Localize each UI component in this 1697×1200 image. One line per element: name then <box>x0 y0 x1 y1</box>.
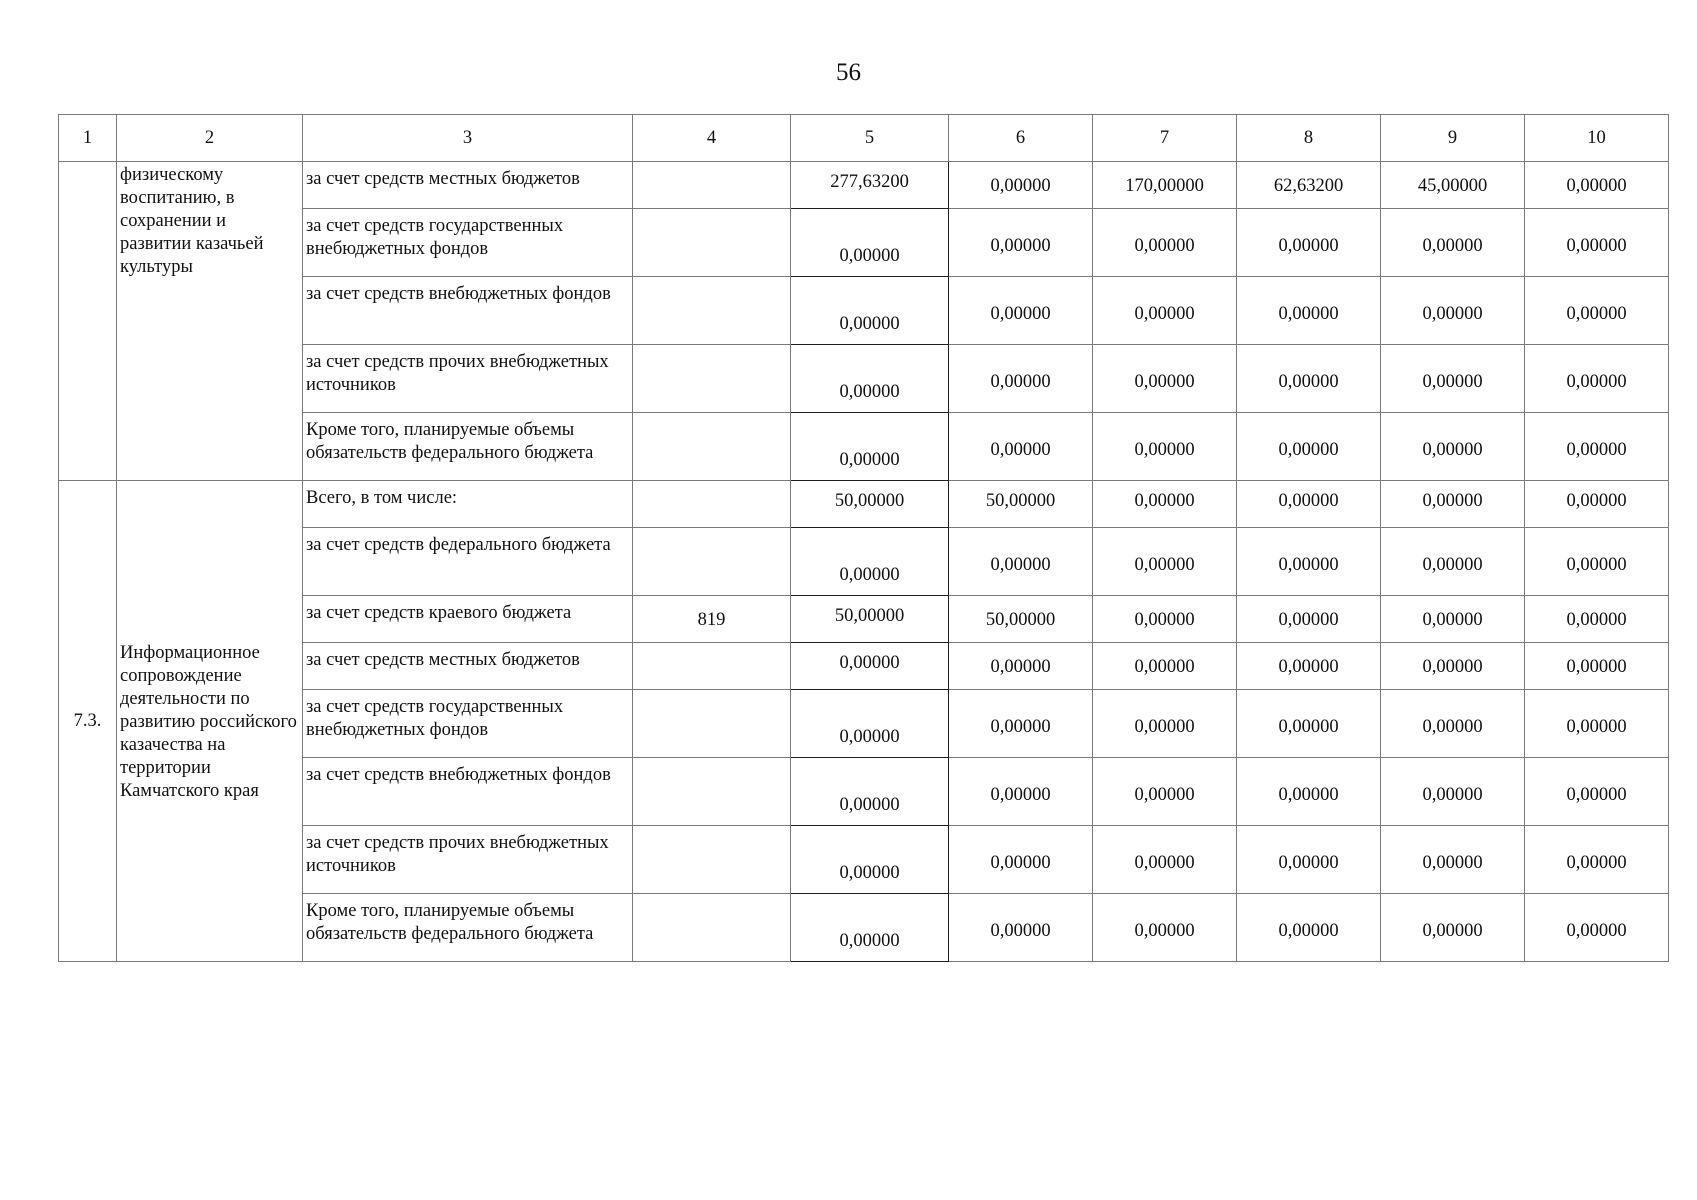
value-v6: 0,00000 <box>949 209 1093 277</box>
value-total: 0,00000 <box>791 277 949 345</box>
value-total: 50,00000 <box>791 481 949 528</box>
value-v6: 0,00000 <box>949 277 1093 345</box>
header-cell: 5 <box>791 115 949 162</box>
funding-source: за счет средств краевого бюджета <box>303 596 633 643</box>
page-number: 56 <box>836 59 861 86</box>
value-v8: 0,00000 <box>1237 596 1381 643</box>
value-v6: 0,00000 <box>949 413 1093 481</box>
value-v6: 0,00000 <box>949 345 1093 413</box>
value-v10: 0,00000 <box>1525 413 1669 481</box>
header-cell: 3 <box>303 115 633 162</box>
value-total: 0,00000 <box>791 413 949 481</box>
value-v8: 0,00000 <box>1237 209 1381 277</box>
budget-code <box>633 690 791 758</box>
value-total: 0,00000 <box>791 826 949 894</box>
funding-source: за счет средств местных бюджетов <box>303 643 633 690</box>
value-v6: 0,00000 <box>949 643 1093 690</box>
value-v7: 0,00000 <box>1093 413 1237 481</box>
value-v8: 0,00000 <box>1237 528 1381 596</box>
value-v6: 0,00000 <box>949 690 1093 758</box>
value-v8: 0,00000 <box>1237 758 1381 826</box>
value-v10: 0,00000 <box>1525 596 1669 643</box>
budget-code <box>633 643 791 690</box>
value-v7: 0,00000 <box>1093 826 1237 894</box>
value-v6: 0,00000 <box>949 528 1093 596</box>
value-v8: 0,00000 <box>1237 894 1381 962</box>
budget-code <box>633 413 791 481</box>
value-v8: 0,00000 <box>1237 690 1381 758</box>
row-number: 7.3. <box>59 481 117 962</box>
table-row <box>59 481 1669 528</box>
value-v7: 0,00000 <box>1093 596 1237 643</box>
value-v8: 0,00000 <box>1237 413 1381 481</box>
value-v8: 0,00000 <box>1237 826 1381 894</box>
value-v6: 50,00000 <box>949 481 1093 528</box>
value-v9: 0,00000 <box>1381 690 1525 758</box>
value-v6: 0,00000 <box>949 894 1093 962</box>
header-cell: 4 <box>633 115 791 162</box>
table-row <box>59 162 1669 209</box>
value-total: 0,00000 <box>791 758 949 826</box>
budget-code: 819 <box>633 596 791 643</box>
value-v9: 0,00000 <box>1381 643 1525 690</box>
value-v9: 0,00000 <box>1381 528 1525 596</box>
row-number <box>59 162 117 481</box>
value-v7: 0,00000 <box>1093 209 1237 277</box>
value-v10: 0,00000 <box>1525 758 1669 826</box>
header-cell: 9 <box>1381 115 1525 162</box>
funding-source: за счет средств прочих внебюджетных источников <box>303 345 633 413</box>
value-total: 0,00000 <box>791 894 949 962</box>
value-v9: 0,00000 <box>1381 345 1525 413</box>
value-v10: 0,00000 <box>1525 690 1669 758</box>
value-v6: 50,00000 <box>949 596 1093 643</box>
budget-code <box>633 209 791 277</box>
budget-code <box>633 894 791 962</box>
funding-source: за счет средств государственных внебюджетных фондов <box>303 209 633 277</box>
value-v9: 0,00000 <box>1381 758 1525 826</box>
header-cell: 8 <box>1237 115 1381 162</box>
value-v10: 0,00000 <box>1525 345 1669 413</box>
value-v7: 0,00000 <box>1093 894 1237 962</box>
value-v10: 0,00000 <box>1525 643 1669 690</box>
value-v10: 0,00000 <box>1525 277 1669 345</box>
funding-source: Всего, в том числе: <box>303 481 633 528</box>
funding-source: за счет средств государственных внебюджетных фондов <box>303 690 633 758</box>
funding-source: за счет средств федерального бюджета <box>303 528 633 596</box>
header-cell: 6 <box>949 115 1093 162</box>
activity-name: физическому воспитанию, в сохранении и развитии казачьей культуры <box>117 162 303 481</box>
value-v7: 0,00000 <box>1093 528 1237 596</box>
value-v8: 0,00000 <box>1237 345 1381 413</box>
budget-code <box>633 345 791 413</box>
value-v8: 62,63200 <box>1237 162 1381 209</box>
value-v10: 0,00000 <box>1525 481 1669 528</box>
value-v8: 0,00000 <box>1237 277 1381 345</box>
value-v9: 0,00000 <box>1381 596 1525 643</box>
value-v9: 0,00000 <box>1381 481 1525 528</box>
value-v10: 0,00000 <box>1525 162 1669 209</box>
value-total: 277,63200 <box>791 162 949 209</box>
funding-source: Кроме того, планируемые объемы обязательств федерального бюджета <box>303 413 633 481</box>
value-v7: 0,00000 <box>1093 758 1237 826</box>
value-v7: 0,00000 <box>1093 643 1237 690</box>
budget-code <box>633 277 791 345</box>
header-cell: 7 <box>1093 115 1237 162</box>
budget-table <box>58 114 1669 962</box>
value-v7: 170,00000 <box>1093 162 1237 209</box>
value-v8: 0,00000 <box>1237 643 1381 690</box>
budget-code <box>633 528 791 596</box>
header-cell: 1 <box>59 115 117 162</box>
activity-name: Информационное сопровождение деятельности по развитию российского казачества на территории Камчатского края <box>117 481 303 962</box>
funding-source: за счет средств внебюджетных фондов <box>303 277 633 345</box>
budget-code <box>633 162 791 209</box>
value-v7: 0,00000 <box>1093 481 1237 528</box>
value-total: 0,00000 <box>791 209 949 277</box>
header-row <box>59 115 1669 162</box>
value-v9: 45,00000 <box>1381 162 1525 209</box>
value-total: 50,00000 <box>791 596 949 643</box>
value-v9: 0,00000 <box>1381 894 1525 962</box>
value-v7: 0,00000 <box>1093 345 1237 413</box>
value-v10: 0,00000 <box>1525 528 1669 596</box>
value-v9: 0,00000 <box>1381 209 1525 277</box>
funding-source: за счет средств внебюджетных фондов <box>303 758 633 826</box>
funding-source: за счет средств прочих внебюджетных источников <box>303 826 633 894</box>
value-v7: 0,00000 <box>1093 690 1237 758</box>
header-cell: 2 <box>117 115 303 162</box>
value-v10: 0,00000 <box>1525 826 1669 894</box>
value-v9: 0,00000 <box>1381 826 1525 894</box>
value-total: 0,00000 <box>791 528 949 596</box>
value-total: 0,00000 <box>791 345 949 413</box>
value-v7: 0,00000 <box>1093 277 1237 345</box>
value-v8: 0,00000 <box>1237 481 1381 528</box>
value-v9: 0,00000 <box>1381 413 1525 481</box>
value-v6: 0,00000 <box>949 826 1093 894</box>
value-v6: 0,00000 <box>949 162 1093 209</box>
value-v10: 0,00000 <box>1525 894 1669 962</box>
value-v9: 0,00000 <box>1381 277 1525 345</box>
funding-source: Кроме того, планируемые объемы обязательств федерального бюджета <box>303 894 633 962</box>
value-total: 0,00000 <box>791 643 949 690</box>
value-v6: 0,00000 <box>949 758 1093 826</box>
budget-code <box>633 481 791 528</box>
budget-code <box>633 826 791 894</box>
value-total: 0,00000 <box>791 690 949 758</box>
funding-source: за счет средств местных бюджетов <box>303 162 633 209</box>
value-v10: 0,00000 <box>1525 209 1669 277</box>
budget-code <box>633 758 791 826</box>
header-cell: 10 <box>1525 115 1669 162</box>
